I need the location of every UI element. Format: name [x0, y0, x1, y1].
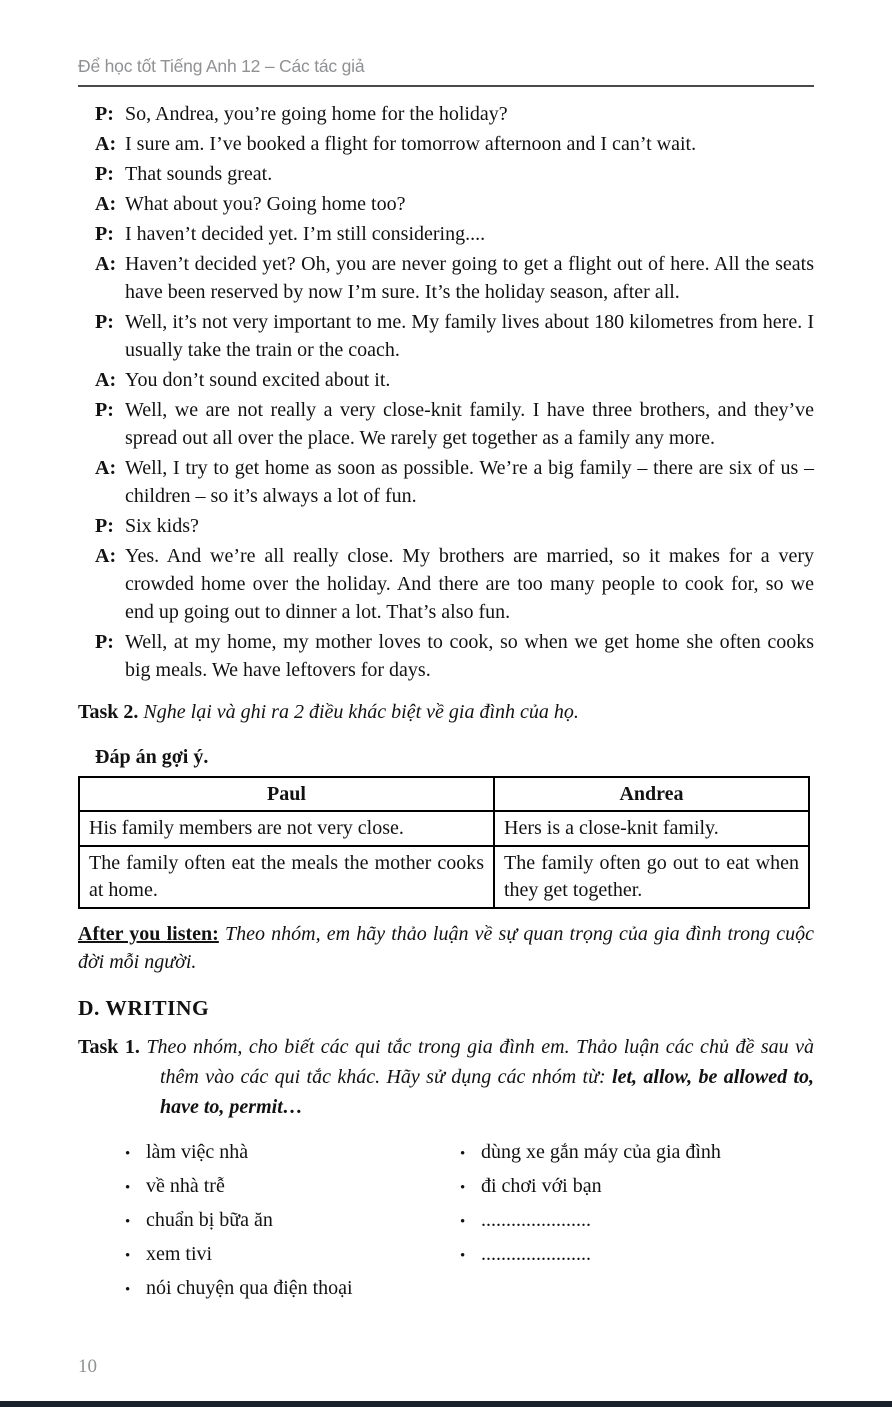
bullet-icon: • — [125, 1146, 131, 1162]
table-cell: Hers is a close-knit family. — [494, 811, 809, 846]
task2-instruction — [78, 698, 814, 726]
table-cell: The family often go out to eat when they get together. — [494, 846, 809, 908]
task2-text: Nghe lại và ghi ra 2 điều khác biệt về gia đình của họ. — [143, 701, 579, 723]
speaker-label: A: — [95, 545, 117, 567]
speaker-label: P: — [95, 163, 114, 185]
list-item — [125, 1176, 460, 1199]
task1-text: Theo nhóm, cho biết các qui tắc trong gia đình em. Thảo luận các chủ đề sau và thêm vào các qui tắc khác. Hãy sử dụng các nhóm từ: — [146, 1036, 814, 1088]
turn-text: Well, we are not really a very close-knit family. I have three brothers, and they’ve spread out all over the place. We rarely get together as a family any more. — [125, 399, 814, 449]
topic-label: dùng xe gắn máy của gia đình — [481, 1141, 721, 1163]
turn-text: I sure am. I’ve booked a flight for tomorrow afternoon and I can’t wait. — [125, 133, 697, 155]
turn-text: Haven’t decided yet? Oh, you are never going to get a flight out of here. All the seats have been reserved by now I’m sure. It’s the holiday season, after all. — [125, 253, 814, 303]
task1-label: Task 1. — [78, 1036, 140, 1058]
dialogue-turn — [95, 100, 814, 128]
task1-instruction — [78, 1032, 814, 1122]
book-page — [0, 56, 892, 1407]
task2-label: Task 2. — [78, 701, 139, 723]
bullet-icon: • — [125, 1180, 131, 1196]
speaker-label: P: — [95, 311, 114, 333]
topics-left-column — [125, 1142, 460, 1312]
topic-placeholder: ...................... — [481, 1209, 591, 1231]
list-item — [460, 1244, 814, 1267]
speaker-label: P: — [95, 223, 114, 245]
bullet-icon: • — [460, 1214, 466, 1230]
dialogue-turn — [95, 512, 814, 540]
bullet-icon: • — [460, 1248, 466, 1264]
dialogue-turn — [95, 130, 814, 158]
listening-dialogue — [95, 100, 814, 684]
list-item — [125, 1142, 460, 1165]
list-item — [125, 1278, 460, 1301]
topic-label: đi chơi với bạn — [481, 1175, 602, 1197]
dialogue-turn — [95, 160, 814, 188]
turn-text: So, Andrea, you’re going home for the holiday? — [125, 103, 508, 125]
speaker-label: P: — [95, 103, 114, 125]
list-item — [125, 1210, 460, 1233]
table-row — [79, 846, 809, 908]
speaker-label: P: — [95, 399, 114, 421]
speaker-label: P: — [95, 631, 114, 653]
speaker-label: A: — [95, 253, 117, 275]
page-number: 10 — [78, 1356, 97, 1377]
answer-table — [78, 776, 810, 909]
dialogue-turn — [95, 366, 814, 394]
table-header-row — [79, 777, 809, 811]
topics-bullet-lists — [78, 1142, 814, 1312]
after-you-listen — [78, 920, 814, 976]
section-title-writing: D. WRITING — [78, 996, 210, 1020]
bullet-icon: • — [125, 1248, 131, 1264]
topics-right-column — [460, 1142, 814, 1312]
topic-label: xem tivi — [146, 1243, 213, 1265]
after-you-listen-label: After you listen: — [78, 923, 219, 945]
dialogue-turn — [95, 250, 814, 306]
dialogue-turn — [95, 190, 814, 218]
table-header-paul: Paul — [79, 777, 494, 811]
turn-text: What about you? Going home too? — [125, 193, 406, 215]
speaker-label: A: — [95, 133, 117, 155]
table-cell: His family members are not very close. — [79, 811, 494, 846]
topic-label: về nhà trễ — [146, 1175, 225, 1197]
topic-label: làm việc nhà — [146, 1141, 249, 1163]
dialogue-turn — [95, 220, 814, 248]
turn-text: I haven’t decided yet. I’m still considering.... — [125, 223, 486, 245]
table-row — [79, 811, 809, 846]
bullet-icon: • — [460, 1146, 466, 1162]
turn-text: Well, it’s not very important to me. My family lives about 180 kilometres from here. I usually take the train or the coach. — [125, 311, 814, 361]
turn-text: Six kids? — [125, 515, 199, 537]
turn-text: Well, at my home, my mother loves to cook, so when we get home she often cooks big meals. We have leftovers for days. — [125, 631, 814, 681]
topic-placeholder: ...................... — [481, 1243, 591, 1265]
answer-key-heading: Đáp án gợi ý. — [95, 746, 209, 768]
bullet-icon: • — [460, 1180, 466, 1196]
turn-text: You don’t sound excited about it. — [125, 369, 391, 391]
task1-phrase-list: let, allow, be allowed to, have to, permit… — [160, 1066, 814, 1118]
bullet-icon: • — [125, 1282, 131, 1298]
bullet-icon: • — [125, 1214, 131, 1230]
dialogue-turn — [95, 628, 814, 684]
speaker-label: A: — [95, 369, 117, 391]
after-you-listen-text: Theo nhóm, em hãy thảo luận về sự quan trọng của gia đình trong cuộc đời mỗi người. — [78, 923, 814, 973]
table-header-andrea: Andrea — [494, 777, 809, 811]
dialogue-turn — [95, 396, 814, 452]
dialogue-turn — [95, 454, 814, 510]
turn-text: That sounds great. — [125, 163, 273, 185]
speaker-label: A: — [95, 457, 117, 479]
topic-label: chuẩn bị bữa ăn — [146, 1209, 273, 1231]
topic-label: nói chuyện qua điện thoại — [146, 1277, 353, 1299]
turn-text: Yes. And we’re all really close. My brothers are married, so it makes for a very crowded home over the holiday. And there are too many people to cook for, so we end up going out to dinner a lot. That’s also fun. — [125, 545, 814, 623]
list-item — [460, 1210, 814, 1233]
viewer-bottom-edge — [0, 1401, 892, 1407]
speaker-label: P: — [95, 515, 114, 537]
table-cell: The family often eat the meals the mother cooks at home. — [79, 846, 494, 908]
list-item — [460, 1176, 814, 1199]
dialogue-turn — [95, 542, 814, 626]
turn-text: Well, I try to get home as soon as possible. We’re a big family – there are six of us – children – so it’s always a lot of fun. — [125, 457, 814, 507]
list-item — [125, 1244, 460, 1267]
header-divider — [78, 85, 814, 87]
list-item — [460, 1142, 814, 1165]
speaker-label: A: — [95, 193, 117, 215]
dialogue-turn — [95, 308, 814, 364]
running-header: Để học tốt Tiếng Anh 12 – Các tác giả — [78, 56, 365, 76]
